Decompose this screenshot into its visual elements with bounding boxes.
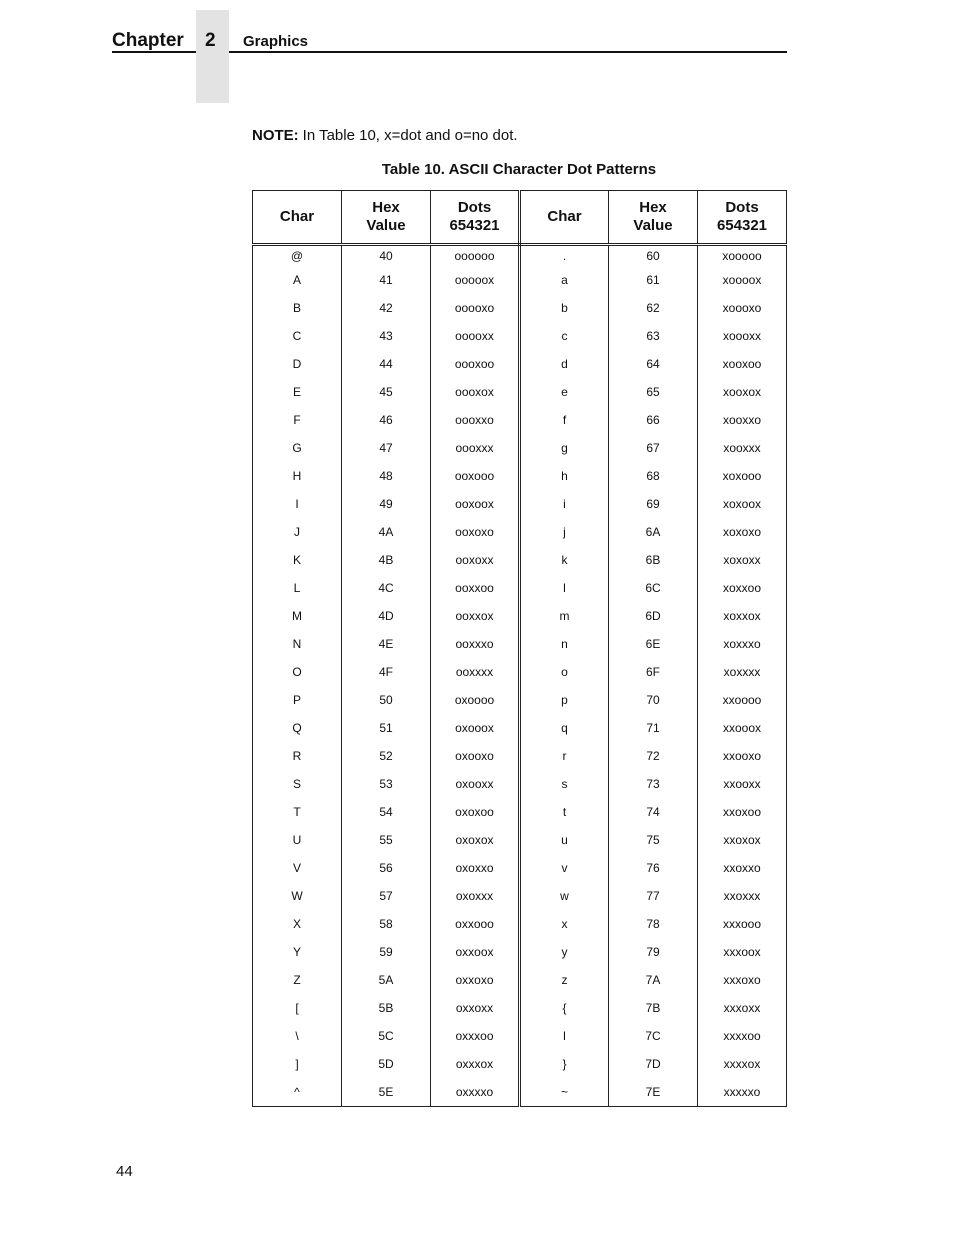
hex-cell: 61 [609, 266, 698, 294]
hex-cell: 67 [609, 434, 698, 462]
char-cell: \ [253, 1022, 342, 1050]
dots-cell: ooooox [431, 266, 520, 294]
dots-cell: xxxxoo [698, 1022, 787, 1050]
table-row [253, 798, 787, 826]
hex-cell: 56 [342, 854, 431, 882]
dots-cell: xxxoxx [698, 994, 787, 1022]
hex-cell: 58 [342, 910, 431, 938]
dots-cell: xxoxoo [698, 798, 787, 826]
table-row [253, 294, 787, 322]
char-cell: x [520, 910, 609, 938]
char-cell: [ [253, 994, 342, 1022]
char-cell: } [520, 1050, 609, 1078]
char-cell: u [520, 826, 609, 854]
dots-cell: xxoxox [698, 826, 787, 854]
dots-cell: xoxxxo [698, 630, 787, 658]
table-row [253, 518, 787, 546]
char-cell: D [253, 350, 342, 378]
dots-cell: xoxxxx [698, 658, 787, 686]
note-text: In Table 10, x=dot and o=no dot. [302, 127, 518, 144]
dots-cell: xoxooo [698, 462, 787, 490]
char-cell: { [520, 994, 609, 1022]
dots-cell: ooxxxo [431, 630, 520, 658]
table-row [253, 854, 787, 882]
dots-cell: oxoooo [431, 686, 520, 714]
dots-cell: xooooo [698, 245, 787, 267]
column-header-line: Hex [639, 199, 667, 216]
dots-cell: xxoxxo [698, 854, 787, 882]
hex-cell: 6E [609, 630, 698, 658]
char-cell: P [253, 686, 342, 714]
char-cell: v [520, 854, 609, 882]
table-row [253, 602, 787, 630]
char-cell: G [253, 434, 342, 462]
hex-cell: 75 [609, 826, 698, 854]
dots-cell: oxxoxx [431, 994, 520, 1022]
char-cell: N [253, 630, 342, 658]
hex-cell: 6B [609, 546, 698, 574]
char-cell: f [520, 406, 609, 434]
char-cell: C [253, 322, 342, 350]
dots-cell: xoxoox [698, 490, 787, 518]
char-cell: o [520, 658, 609, 686]
hex-cell: 45 [342, 378, 431, 406]
hex-cell: 6F [609, 658, 698, 686]
hex-cell: 63 [609, 322, 698, 350]
column-header-line: Char [279, 208, 315, 225]
dots-cell: xoxoxo [698, 518, 787, 546]
dots-cell: ooxxox [431, 602, 520, 630]
table-row [253, 546, 787, 574]
table-row [253, 658, 787, 686]
char-cell: K [253, 546, 342, 574]
chapter-label: Chapter [112, 30, 184, 51]
hex-cell: 40 [342, 245, 431, 267]
hex-cell: 5C [342, 1022, 431, 1050]
table-row [253, 686, 787, 714]
char-cell: s [520, 770, 609, 798]
dots-cell: oooxxx [431, 434, 520, 462]
dots-cell: ooooxo [431, 294, 520, 322]
dots-cell: oxxxxo [431, 1078, 520, 1107]
hex-cell: 6D [609, 602, 698, 630]
dots-cell: xxooxx [698, 770, 787, 798]
char-cell: E [253, 378, 342, 406]
hex-cell: 57 [342, 882, 431, 910]
chapter-tab [196, 10, 229, 103]
dots-cell: oxooxo [431, 742, 520, 770]
hex-cell: 5D [342, 1050, 431, 1078]
dots-cell: ooxoxo [431, 518, 520, 546]
char-cell: c [520, 322, 609, 350]
hex-cell: 48 [342, 462, 431, 490]
dots-cell: xxxxxo [698, 1078, 787, 1107]
note-label: NOTE: [252, 127, 299, 144]
hex-cell: 41 [342, 266, 431, 294]
char-cell: @ [253, 245, 342, 267]
dots-cell: xoxoxx [698, 546, 787, 574]
dots-cell: oxoxxx [431, 882, 520, 910]
hex-cell: 49 [342, 490, 431, 518]
dots-cell: xoxxoo [698, 574, 787, 602]
hex-cell: 66 [609, 406, 698, 434]
char-cell: l [520, 1022, 609, 1050]
hex-cell: 76 [609, 854, 698, 882]
table-row [253, 882, 787, 910]
hex-cell: 53 [342, 770, 431, 798]
hex-cell: 79 [609, 938, 698, 966]
char-cell: l [520, 574, 609, 602]
char-cell: d [520, 350, 609, 378]
dots-cell: xoooxo [698, 294, 787, 322]
dots-cell: oxoxox [431, 826, 520, 854]
char-cell: O [253, 658, 342, 686]
char-cell: Z [253, 966, 342, 994]
char-cell: U [253, 826, 342, 854]
dots-cell: ooxoox [431, 490, 520, 518]
dots-cell: oxxxox [431, 1050, 520, 1078]
table-row [253, 406, 787, 434]
chapter-number: 2 [205, 30, 216, 51]
table-row [253, 574, 787, 602]
hex-cell: 77 [609, 882, 698, 910]
dots-cell: oxxooo [431, 910, 520, 938]
hex-cell: 69 [609, 490, 698, 518]
table-header-row [253, 191, 787, 245]
char-cell: k [520, 546, 609, 574]
hex-cell: 60 [609, 245, 698, 267]
hex-cell: 7D [609, 1050, 698, 1078]
char-cell: y [520, 938, 609, 966]
char-cell: W [253, 882, 342, 910]
table-row [253, 490, 787, 518]
hex-cell: 4D [342, 602, 431, 630]
char-cell: H [253, 462, 342, 490]
hex-cell: 5B [342, 994, 431, 1022]
column-header-line: Char [547, 208, 582, 225]
char-cell: q [520, 714, 609, 742]
dots-cell: xxoxxx [698, 882, 787, 910]
dots-cell: xooxxo [698, 406, 787, 434]
dots-cell: xoooox [698, 266, 787, 294]
dots-cell: xooxox [698, 378, 787, 406]
hex-cell: 73 [609, 770, 698, 798]
hex-cell: 70 [609, 686, 698, 714]
char-cell: ] [253, 1050, 342, 1078]
dots-cell: ooooxx [431, 322, 520, 350]
hex-cell: 5E [342, 1078, 431, 1107]
dots-cell: xxxooo [698, 910, 787, 938]
table-row [253, 630, 787, 658]
char-cell: T [253, 798, 342, 826]
hex-cell: 51 [342, 714, 431, 742]
hex-cell: 7B [609, 994, 698, 1022]
char-cell: Q [253, 714, 342, 742]
dots-cell: xxooxo [698, 742, 787, 770]
dots-cell: oooxoo [431, 350, 520, 378]
header-rule-left [112, 51, 196, 53]
char-cell: z [520, 966, 609, 994]
table-row [253, 462, 787, 490]
table-row [253, 910, 787, 938]
table-row [253, 714, 787, 742]
hex-cell: 52 [342, 742, 431, 770]
table-row [253, 434, 787, 462]
hex-cell: 71 [609, 714, 698, 742]
dots-cell: ooxxxx [431, 658, 520, 686]
hex-cell: 54 [342, 798, 431, 826]
table-body [253, 245, 787, 1107]
dots-cell: xoooxx [698, 322, 787, 350]
hex-cell: 6C [609, 574, 698, 602]
char-cell: a [520, 266, 609, 294]
hex-cell: 4E [342, 630, 431, 658]
char-cell: B [253, 294, 342, 322]
dots-cell: oxooox [431, 714, 520, 742]
table-caption: Table 10. ASCII Character Dot Patterns [381, 161, 657, 178]
column-header-line: Value [366, 217, 406, 234]
dots-cell: xxxoox [698, 938, 787, 966]
hex-cell: 74 [609, 798, 698, 826]
column-header-char [520, 191, 609, 245]
hex-cell: 4A [342, 518, 431, 546]
char-cell: . [520, 245, 609, 267]
dots-cell: xooxxx [698, 434, 787, 462]
hex-cell: 65 [609, 378, 698, 406]
table-row [253, 1078, 787, 1107]
dots-cell: xxxxox [698, 1050, 787, 1078]
hex-cell: 5A [342, 966, 431, 994]
hex-cell: 59 [342, 938, 431, 966]
char-cell: w [520, 882, 609, 910]
column-header-line: Dots [725, 199, 759, 216]
table-row [253, 266, 787, 294]
hex-cell: 6A [609, 518, 698, 546]
char-cell: V [253, 854, 342, 882]
hex-cell: 72 [609, 742, 698, 770]
table-row [253, 350, 787, 378]
dots-cell: oxxxoo [431, 1022, 520, 1050]
dots-cell: oooxxo [431, 406, 520, 434]
char-cell: r [520, 742, 609, 770]
hex-cell: 43 [342, 322, 431, 350]
column-header-dots [698, 191, 787, 245]
column-header-hex-value [342, 191, 431, 245]
hex-cell: 42 [342, 294, 431, 322]
hex-cell: 7E [609, 1078, 698, 1107]
dots-cell: xooxoo [698, 350, 787, 378]
hex-cell: 4B [342, 546, 431, 574]
dots-cell: oxooxx [431, 770, 520, 798]
dots-cell: ooxooo [431, 462, 520, 490]
table-row [253, 826, 787, 854]
char-cell: A [253, 266, 342, 294]
hex-cell: 55 [342, 826, 431, 854]
ascii-dot-pattern-table [252, 190, 787, 1107]
table-row [253, 966, 787, 994]
char-cell: h [520, 462, 609, 490]
column-header-line: Dots [457, 199, 492, 216]
char-cell: n [520, 630, 609, 658]
hex-cell: 68 [609, 462, 698, 490]
column-header-hex-value [609, 191, 698, 245]
hex-cell: 78 [609, 910, 698, 938]
hex-cell: 47 [342, 434, 431, 462]
column-header-line: 654321 [716, 217, 768, 234]
hex-cell: 44 [342, 350, 431, 378]
table-row [253, 742, 787, 770]
char-cell: F [253, 406, 342, 434]
char-cell: ~ [520, 1078, 609, 1107]
hex-cell: 4C [342, 574, 431, 602]
char-cell: L [253, 574, 342, 602]
table-row [253, 1050, 787, 1078]
char-cell: S [253, 770, 342, 798]
char-cell: j [520, 518, 609, 546]
hex-cell: 64 [609, 350, 698, 378]
column-header-char [253, 191, 342, 245]
dots-cell: oxxoox [431, 938, 520, 966]
char-cell: t [520, 798, 609, 826]
hex-cell: 4F [342, 658, 431, 686]
char-cell: R [253, 742, 342, 770]
page-number: 44 [116, 1163, 133, 1180]
char-cell: b [520, 294, 609, 322]
dots-cell: xxooox [698, 714, 787, 742]
dots-cell: oooxox [431, 378, 520, 406]
dots-cell: xoxxox [698, 602, 787, 630]
dots-cell: xxoooo [698, 686, 787, 714]
table-row [253, 322, 787, 350]
table-row [253, 938, 787, 966]
char-cell: i [520, 490, 609, 518]
hex-cell: 7C [609, 1022, 698, 1050]
char-cell: p [520, 686, 609, 714]
header-rule-right [229, 51, 787, 53]
hex-cell: 62 [609, 294, 698, 322]
dots-cell: oxoxoo [431, 798, 520, 826]
char-cell: Y [253, 938, 342, 966]
table-row [253, 245, 787, 267]
dots-cell: oxxoxo [431, 966, 520, 994]
hex-cell: 46 [342, 406, 431, 434]
char-cell: ^ [253, 1078, 342, 1107]
table-row [253, 1022, 787, 1050]
note [252, 127, 518, 144]
column-header-line: Hex [372, 199, 400, 216]
column-header-line: 654321 [449, 217, 500, 234]
char-cell: e [520, 378, 609, 406]
table-row [253, 378, 787, 406]
table-row [253, 770, 787, 798]
column-header-dots [431, 191, 520, 245]
char-cell: J [253, 518, 342, 546]
char-cell: m [520, 602, 609, 630]
hex-cell: 50 [342, 686, 431, 714]
dots-cell: xxxoxo [698, 966, 787, 994]
table-row [253, 994, 787, 1022]
hex-cell: 7A [609, 966, 698, 994]
char-cell: M [253, 602, 342, 630]
dots-cell: ooxxoo [431, 574, 520, 602]
column-header-line: Value [633, 217, 673, 234]
char-cell: g [520, 434, 609, 462]
dots-cell: oxoxxo [431, 854, 520, 882]
char-cell: I [253, 490, 342, 518]
dots-cell: ooxoxx [431, 546, 520, 574]
dots-cell: oooooo [431, 245, 520, 267]
chapter-title: Graphics [243, 33, 309, 50]
char-cell: X [253, 910, 342, 938]
